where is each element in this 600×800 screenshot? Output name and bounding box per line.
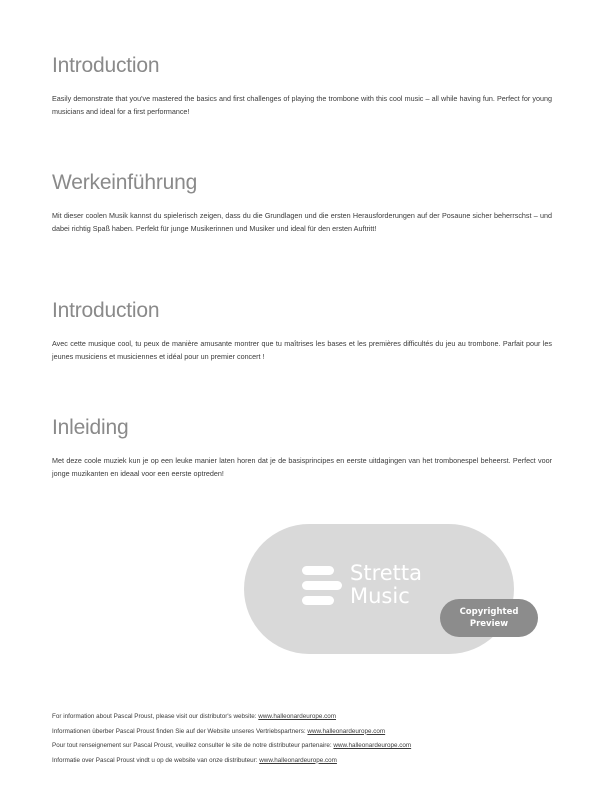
copyrighted-preview-badge [440, 599, 538, 637]
footer-text: Informationen überber Pascal Proust finden Sie auf der Website unseres Vertriebspartners: [52, 727, 308, 735]
distributor-link[interactable]: www.halleonardeurope.com [307, 727, 386, 735]
stretta-watermark [244, 524, 519, 654]
section-body: Easily demonstrate that you've mastered the basics and first challenges of playing the trombone with this cool music – all while having fun. Perfect for young musicians and ideal for a first performance! [52, 94, 552, 116]
section-werkeinfuehrung-de [52, 170, 552, 235]
brand-line-2: Music [350, 584, 410, 608]
section-heading: Inleiding [52, 416, 129, 439]
section-heading: Werkeinführung [52, 171, 198, 194]
stamp-line-2: Preview [469, 619, 509, 629]
footer-text: Pour tout renseignement sur Pascal Proust, veuillez consulter le site de notre distributeur partenaire: [52, 742, 334, 749]
footer-line-de [52, 725, 552, 740]
brand-line-1: Stretta [350, 561, 422, 585]
section-inleiding-nl [52, 415, 552, 480]
footer-line-fr [52, 739, 552, 754]
section-body: Avec cette musique cool, tu peux de manière amusante montrer que tu maîtrises les bases et les premières difficultés du jeu au trombone. Parfait pour les jeunes musiciens et musiciennes et idéal pour un premier concert ! [52, 339, 552, 361]
footer-line-nl [52, 754, 552, 769]
section-body: Met deze coole muziek kun je op een leuke manier laten horen dat je de basisprincipes en eerste uitdagingen van het trombonespel beheerst. Perfect voor jonge muzikanten en ideaal voor een eerste optreden! [52, 456, 552, 478]
section-body: Mit dieser coolen Musik kannst du spielerisch zeigen, dass du die Grundlagen und die ersten Herausforderungen auf der Posaune sicher beherrschst – und dabei richtig Spaß haben. Perfekt für junge Musikerinnen und Musiker und ideal für den ersten Auftritt! [52, 211, 552, 233]
section-introduction-fr [52, 298, 552, 363]
section-heading: Introduction [52, 54, 160, 77]
stretta-logo-icon [302, 564, 342, 608]
footer-text: Informatie over Pascal Proust vindt u op de website van onze distributeur: [52, 756, 260, 764]
stamp-line-1: Copyrighted [459, 607, 519, 617]
section-heading: Introduction [52, 299, 160, 322]
footer-line-en [52, 710, 552, 725]
distributor-link[interactable]: www.halleonardeurope.com [333, 742, 412, 749]
distributor-link[interactable]: www.halleonardeurope.com [259, 756, 337, 764]
section-introduction-en [52, 53, 552, 118]
footer-text: For information about Pascal Proust, please visit our distributor's website: [52, 713, 259, 720]
watermark-brand [350, 562, 422, 608]
distributor-footer [52, 710, 552, 768]
distributor-link[interactable]: www.halleonardeurope.com [258, 713, 337, 720]
